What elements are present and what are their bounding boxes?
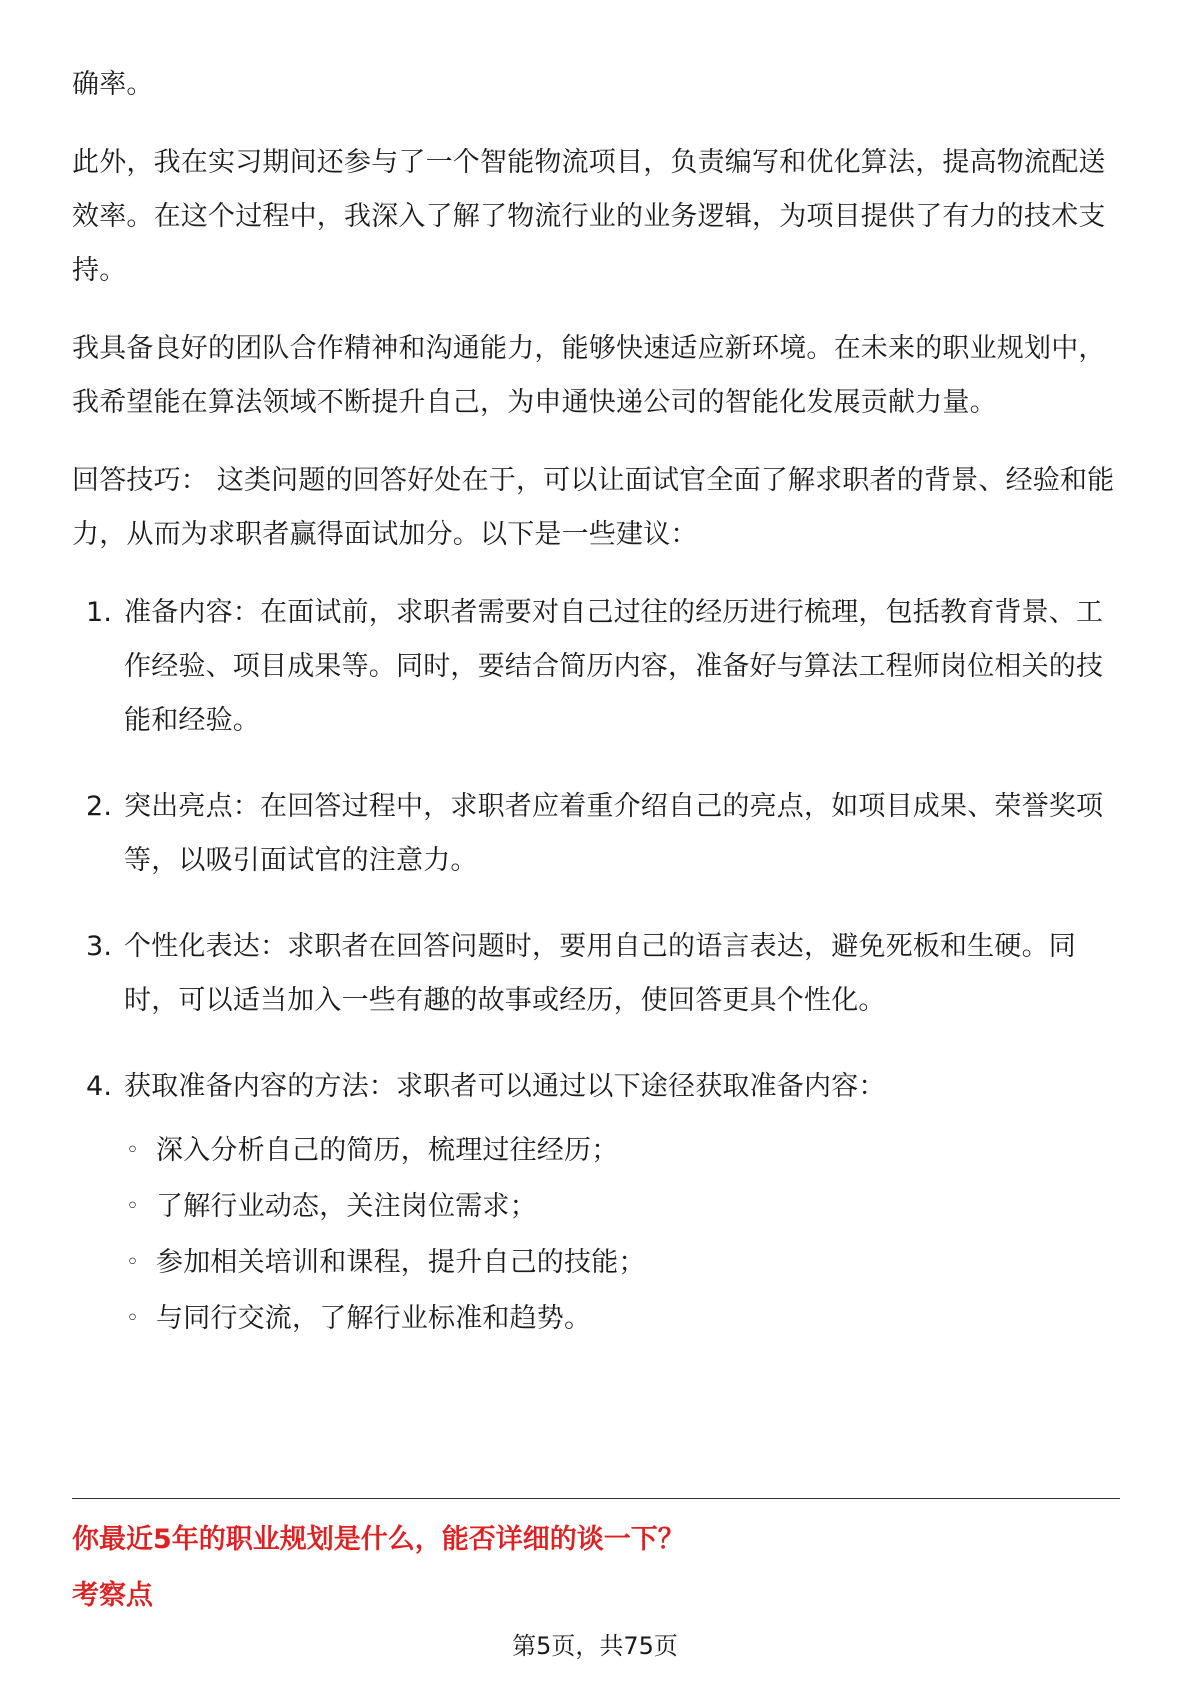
method-item (124, 1292, 1120, 1346)
paragraph-internship: 此外，我在实习期间还参与了一个智能物流项目，负责编写和优化算法，提高物流配送效率。在这个过程中，我深入了解了物流行业的业务逻辑，为项目提供了有力的技术支持。 (72, 147, 1106, 286)
tip-number: 3. (86, 931, 113, 962)
tip-number: 2. (86, 791, 113, 822)
next-question-heading: 你最近5年的职业规划是什么，能否详细的谈一下？ (72, 1524, 685, 1555)
method-text: 与同行交流，了解行业标准和趋势。 (156, 1303, 592, 1334)
tips-list (72, 586, 1120, 1346)
tip-item-2 (72, 780, 1120, 888)
method-text: 参加相关培训和课程，提升自己的技能； (156, 1247, 646, 1278)
page-number-footer: 第5页，共75页 (512, 1632, 678, 1660)
tip-text: 突出亮点：在回答过程中，求职者应着重介绍自己的亮点，如项目成果、荣誉奖项等，以吸引面试官的注意力。 (124, 791, 1104, 876)
hollow-bullet-icon: ◦ (126, 1138, 140, 1163)
hollow-bullet-icon: ◦ (126, 1250, 140, 1275)
methods-list (124, 1124, 1120, 1346)
paragraph-teamwork: 我具备良好的团队合作精神和沟通能力，能够快速适应新环境。在未来的职业规划中，我希望能在算法领域不断提升自己，为申通快递公司的智能化发展贡献力量。 (72, 333, 1106, 418)
tip-item-1 (72, 586, 1120, 748)
method-item (124, 1236, 1120, 1290)
tip-number: 1. (86, 597, 113, 628)
tip-text: 准备内容：在面试前，求职者需要对自己过往的经历进行梳理，包括教育背景、工作经验、项目成果等。同时，要结合简历内容，准备好与算法工程师岗位相关的技能和经验。 (124, 597, 1104, 736)
tip-number: 4. (86, 1071, 113, 1102)
hollow-bullet-icon: ◦ (126, 1194, 140, 1219)
next-section-label: 考察点 (72, 1580, 153, 1611)
method-text: 了解行业动态，关注岗位需求； (156, 1191, 537, 1222)
tip-item-3 (72, 920, 1120, 1028)
paragraph-answer-tips: 回答技巧： 这类问题的回答好处在于，可以让面试官全面了解求职者的背景、经验和能力，从而为求职者赢得面试加分。以下是一些建议： (72, 465, 1115, 550)
method-item (124, 1124, 1120, 1178)
page-content (72, 58, 1120, 1378)
section-divider (72, 1498, 1120, 1499)
paragraph-continuation: 确率。 (72, 69, 154, 100)
tip-text: 获取准备内容的方法：求职者可以通过以下途径获取准备内容： (124, 1071, 886, 1102)
method-text: 深入分析自己的简历，梳理过往经历； (156, 1135, 619, 1166)
method-item (124, 1180, 1120, 1234)
tip-item-4 (72, 1060, 1120, 1346)
tip-text: 个性化表达：求职者在回答问题时，要用自己的语言表达，避免死板和生硬。同时，可以适当加入一些有趣的故事或经历，使回答更具个性化。 (124, 931, 1076, 1016)
hollow-bullet-icon: ◦ (126, 1306, 140, 1331)
